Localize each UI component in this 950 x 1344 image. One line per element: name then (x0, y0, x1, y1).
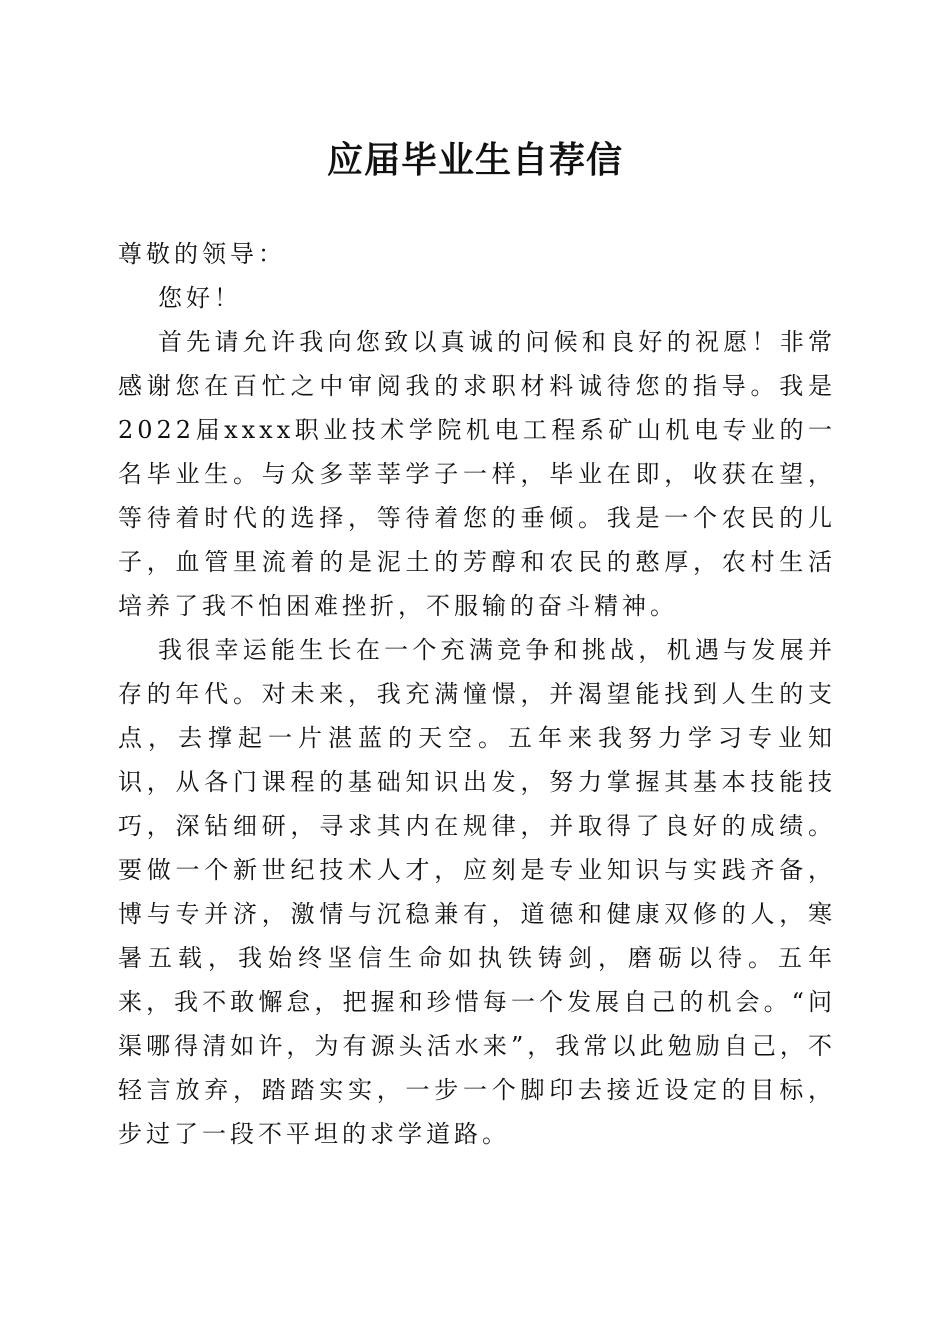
document-title: 应届毕业生自荐信 (326, 139, 623, 181)
greeting: 您好！ (158, 284, 242, 312)
letter-body (118, 232, 836, 1156)
salutation: 尊敬的领导： (118, 240, 286, 268)
paragraph-studies: 我很幸运能生长在一个充满竞争和挑战，机遇与发展并存的年代。对未来，我充满憧憬，并渴望能找到人生的支点，去撑起一片湛蓝的天空。五年来我努力学习专业知识，从各门课程的基础知识出发，努力掌握其基本技能技巧，深钻细研，寻求其内在规律，并取得了良好的成绩。要做一个新世纪技术人才，应刻是专业知识与实践齐备，博与专并济，激情与沉稳兼有，道德和健康双修的人，寒暑五载，我始终坚信生命如执铁铸剑，磨砺以待。五年来，我不敢懈怠，把握和珍惜每一个发展自己的机会。“问渠哪得清如许，为有源头活水来”，我常以此勉励自己，不轻言放弃，踏踏实实，一步一个脚印去接近设定的目标，步过了一段不平坦的求学道路。 (118, 636, 836, 1148)
paragraph-intro: 首先请允许我向您致以真诚的问候和良好的祝愿！非常感谢您在百忙之中审阅我的求职材料诚待您的指导。我是2022届xxxx职业技术学院机电工程系矿山机电专业的一名毕业生。与众多莘莘学子一样，毕业在即，收获在望，等待着时代的选择，等待着您的垂倾。我是一个农民的儿子，血管里流着的是泥土的芳醇和农民的憨厚，农村生活培养了我不怕困难挫折，不服输的奋斗精神。 (118, 328, 836, 620)
